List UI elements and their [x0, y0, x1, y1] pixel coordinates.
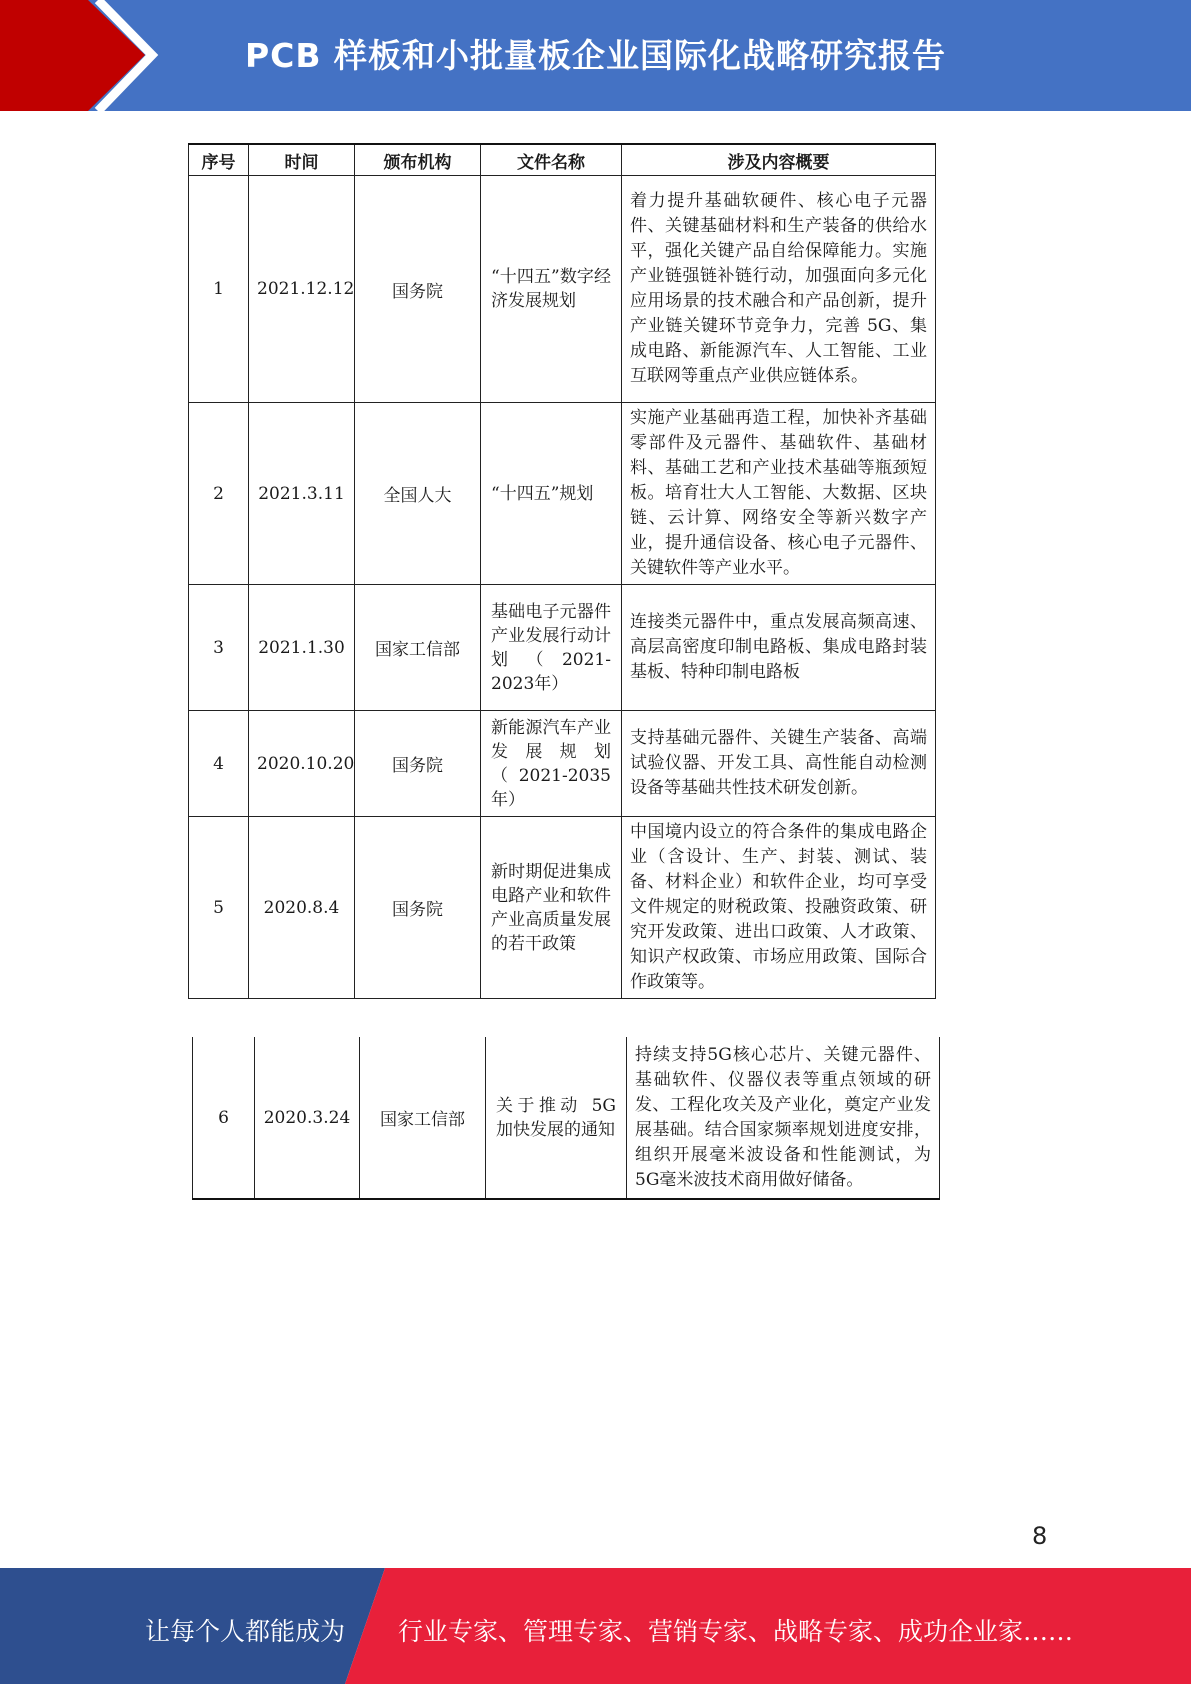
row-date: 2020.3.24 — [255, 1037, 360, 1199]
column-header-date: 时间 — [249, 144, 355, 176]
row-issuer: 国务院 — [355, 817, 481, 999]
column-header-no: 序号 — [189, 144, 249, 176]
column-header-issuer: 颁布机构 — [355, 144, 481, 176]
report-title: PCB 样板和小批量板企业国际化战略研究报告 — [245, 36, 947, 75]
row-summary: 连接类元器件中，重点发展高频高速、高层高密度印制电路板、集成电路封装基板、特种印制电路板 — [622, 585, 936, 711]
row-document-name: 关于推动 5G 加快发展的通知 — [486, 1037, 627, 1199]
policy-table-continued — [192, 1037, 940, 1200]
row-date: 2021.3.11 — [249, 403, 355, 585]
row-document-name: 新时期促进集成电路产业和软件产业高质量发展的若干政策 — [481, 817, 622, 999]
table-row — [193, 1037, 940, 1199]
row-date: 2021.12.12 — [249, 176, 355, 403]
row-issuer: 国家工信部 — [360, 1037, 486, 1199]
row-date: 2021.1.30 — [249, 585, 355, 711]
row-document-name: 基础电子元器件产业发展行动计划（2021-2023年） — [481, 585, 622, 711]
row-issuer: 国务院 — [355, 711, 481, 817]
row-summary: 持续支持5G核心芯片、关键元器件、基础软件、仪器仪表等重点领域的研发、工程化攻关及产业化，奠定产业发展基础。结合国家频率规划进度安排，组织开展毫米波设备和性能测试，为5G毫米波技术商用做好储备。 — [627, 1037, 940, 1199]
table-row — [189, 817, 936, 999]
row-document-name: 新能源汽车产业发展规划（2021-2035年） — [481, 711, 622, 817]
table-row — [189, 403, 936, 585]
row-issuer: 全国人大 — [355, 403, 481, 585]
page-number: 8 — [1032, 1522, 1048, 1550]
row-summary: 中国境内设立的符合条件的集成电路企业（含设计、生产、封装、测试、装备、材料企业）和软件企业，均可享受文件规定的财税政策、投融资政策、研究开发政策、进出口政策、人才政策、知识产权政策、市场应用政策、国际合作政策等。 — [622, 817, 936, 999]
row-summary: 着力提升基础软硬件、核心电子元器件、关键基础材料和生产装备的供给水平，强化关键产品自给保障能力。实施产业链强链补链行动，加强面向多元化应用场景的技术融合和产品创新，提升产业链关键环节竞争力，完善 5G、集成电路、新能源汽车、人工智能、工业互联网等重点产业供应链体系。 — [622, 176, 936, 403]
page-footer — [0, 1568, 1191, 1684]
row-date: 2020.8.4 — [249, 817, 355, 999]
row-no: 3 — [189, 585, 249, 711]
row-date: 2020.10.20 — [249, 711, 355, 817]
row-document-name: “十四五”数字经济发展规划 — [481, 176, 622, 403]
footer-slogan-right: 行业专家、管理专家、营销专家、战略专家、成功企业家…… — [398, 1617, 1074, 1646]
row-no: 6 — [193, 1037, 255, 1199]
policy-table — [188, 143, 936, 999]
footer-slogan-left: 让每个人都能成为 — [145, 1617, 346, 1646]
page-header — [0, 0, 1191, 111]
table-header-row — [189, 144, 936, 176]
table-row — [189, 176, 936, 403]
row-document-name: “十四五”规划 — [481, 403, 622, 585]
row-no: 5 — [189, 817, 249, 999]
table-row — [189, 711, 936, 817]
row-no: 1 — [189, 176, 249, 403]
column-header-summary: 涉及内容概要 — [622, 144, 936, 176]
row-summary: 支持基础元器件、关键生产装备、高端试验仪器、开发工具、高性能自动检测设备等基础共性技术研发创新。 — [622, 711, 936, 817]
row-no: 4 — [189, 711, 249, 817]
row-summary: 实施产业基础再造工程，加快补齐基础零部件及元器件、基础软件、基础材料、基础工艺和产业技术基础等瓶颈短板。培育壮大人工智能、大数据、区块链、云计算、网络安全等新兴数字产业，提升通信设备、核心电子元器件、关键软件等产业水平。 — [622, 403, 936, 585]
column-header-name: 文件名称 — [481, 144, 622, 176]
row-issuer: 国家工信部 — [355, 585, 481, 711]
table-row — [189, 585, 936, 711]
row-issuer: 国务院 — [355, 176, 481, 403]
row-no: 2 — [189, 403, 249, 585]
